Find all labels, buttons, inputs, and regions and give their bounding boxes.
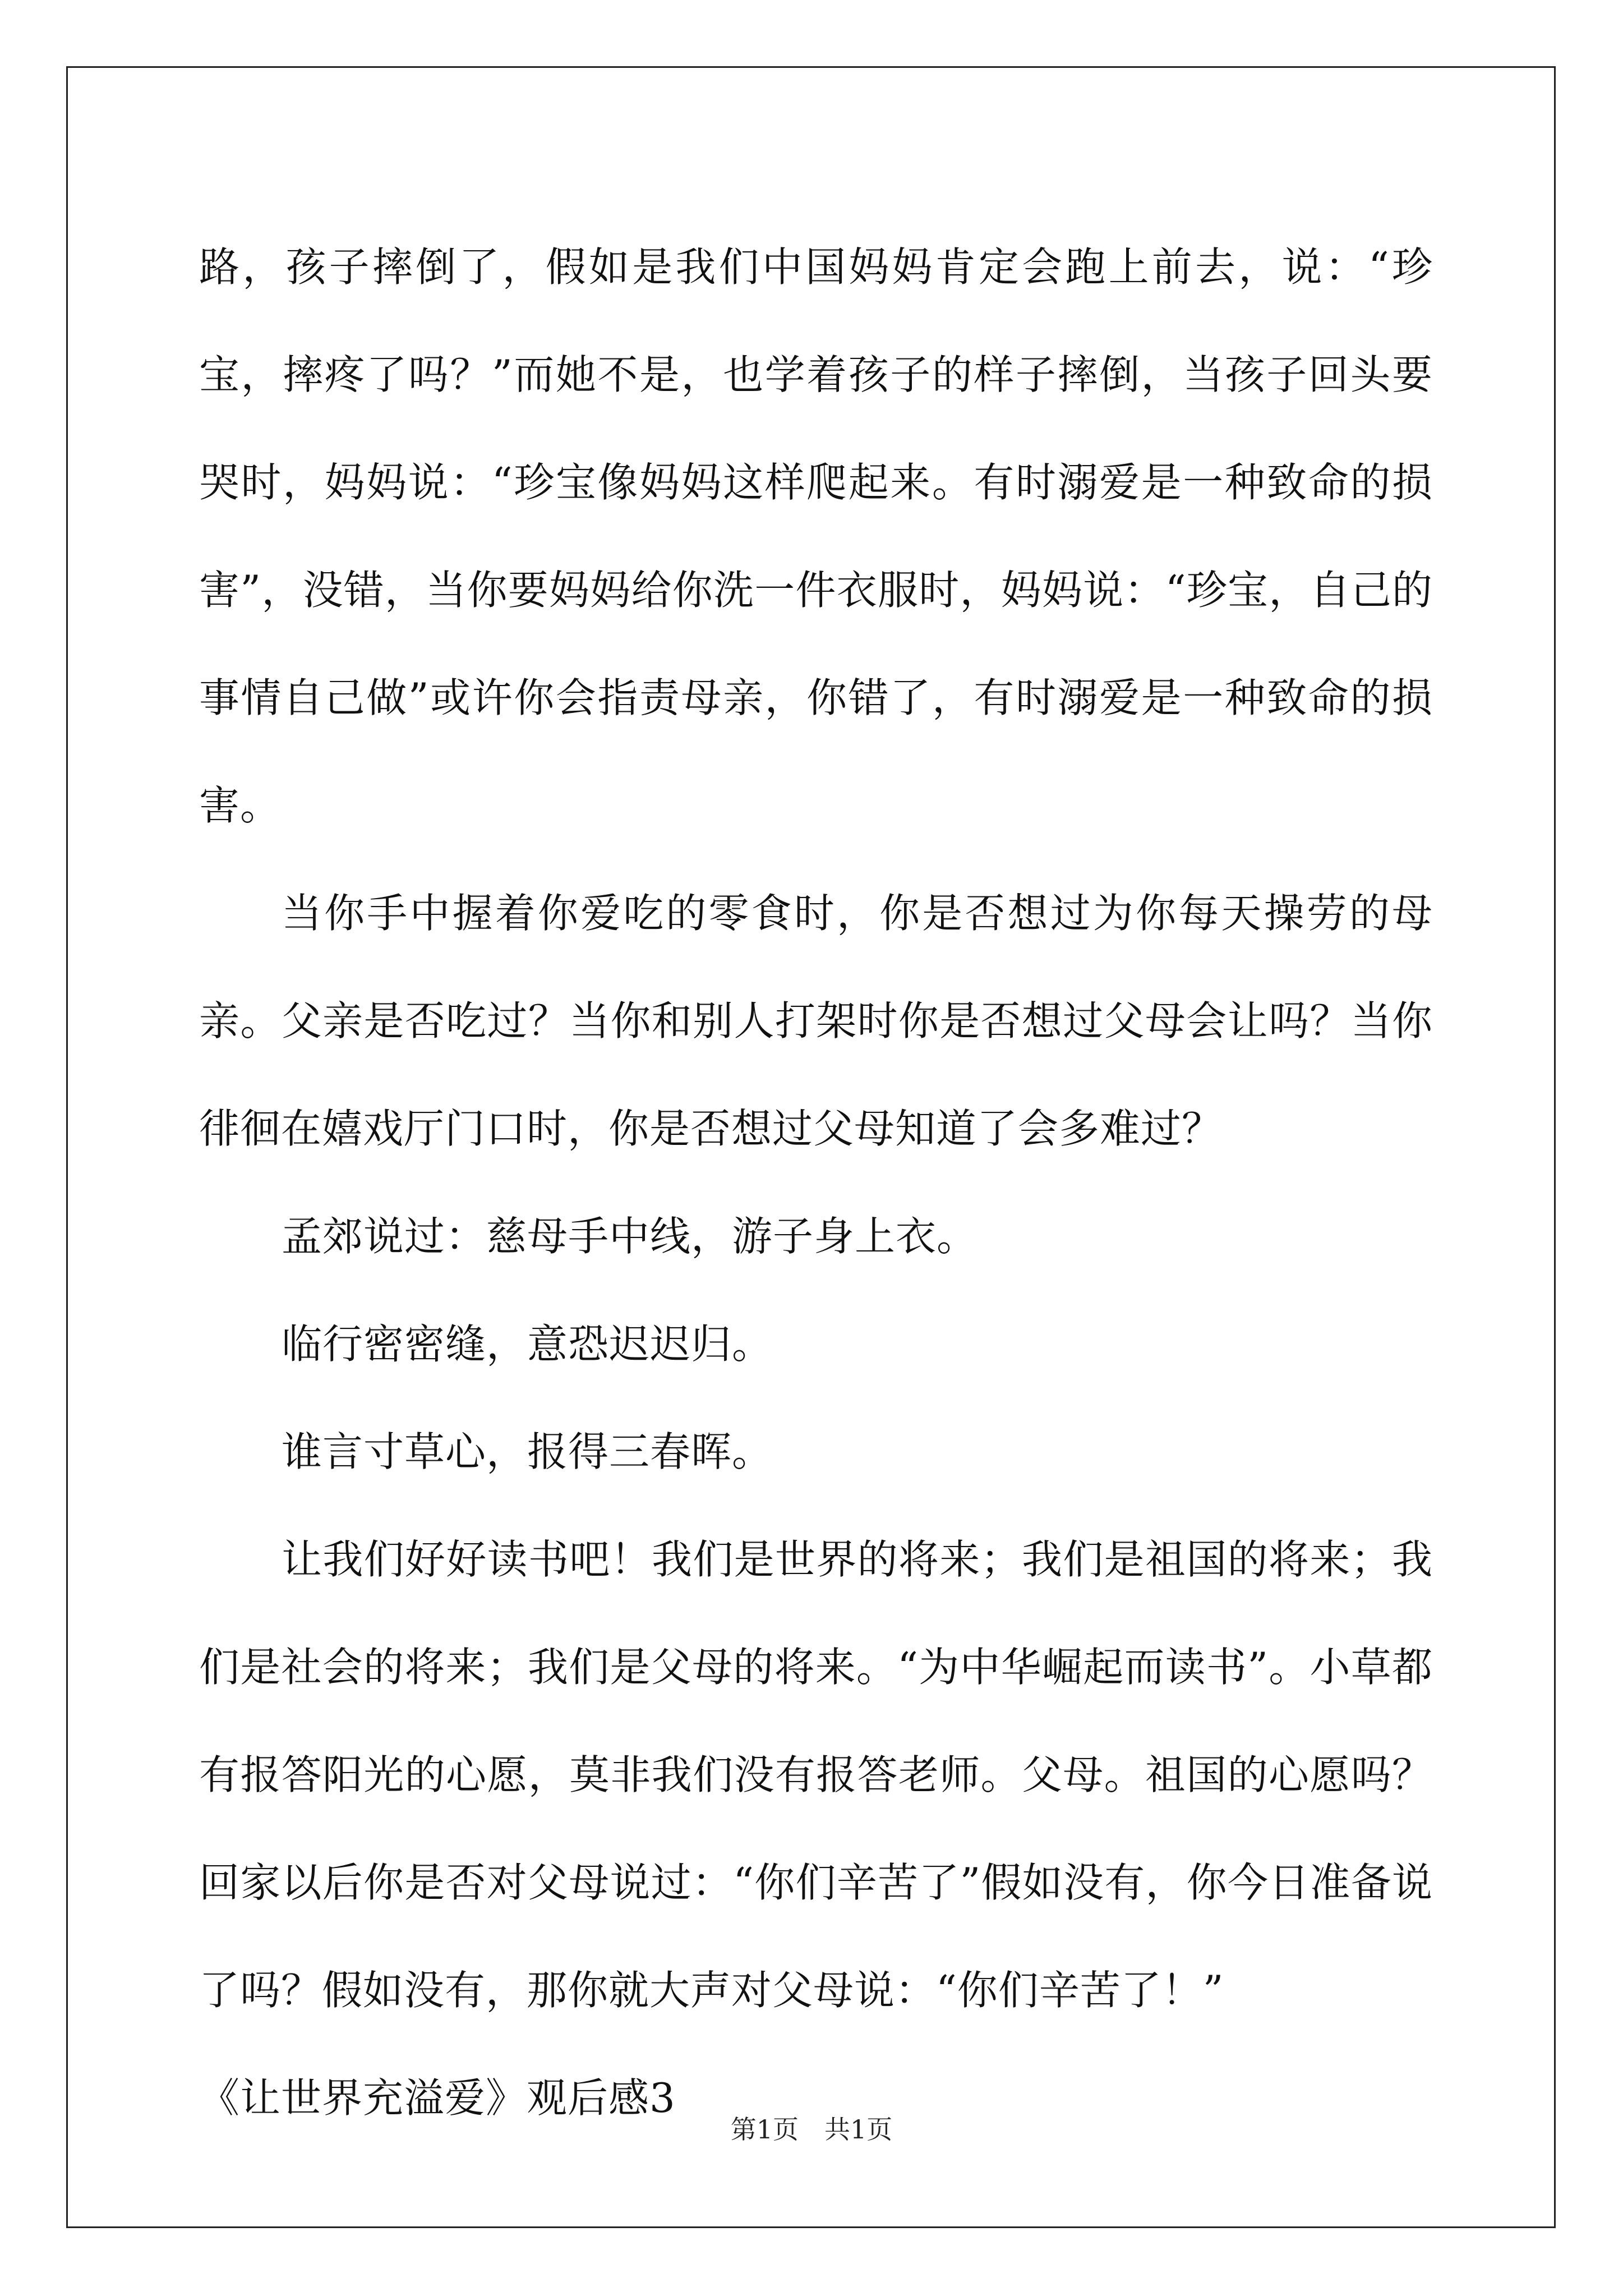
paragraph-continuation: 路，孩子摔倒了，假如是我们中国妈妈肯定会跑上前去，说：“珍宝，摔疼了吗？”而她不是，也学着孩子的样子摔倒，当孩子回头要哭时，妈妈说：“珍宝像妈妈这样爬起来。有时溺爱是一种致命的损害”，没错，当你要妈妈给你洗一件衣服时，妈妈说：“珍宝，自己的事情自己做”或许你会指责母亲，你错了，有时溺爱是一种致命的损害。 xyxy=(199,243,1433,829)
paragraph-study: 让我们好好读书吧！我们是世界的将来；我们是祖国的将来；我们是社会的将来；我们是父母的将来。“为中华崛起而读书”。小草都有报答阳光的心愿，莫非我们没有报答老师。父母。祖国的心愿吗？回家以后你是否对父母说过：“你们辛苦了”假如没有，你今日准备说了吗？假如没有，那你就大声对父母说：“你们辛苦了！” xyxy=(199,1536,1433,2014)
section-title: 《让世界充溢爱》观后感3 xyxy=(199,2074,676,2122)
page-number-footer: 第1页 共1页 xyxy=(730,2114,893,2145)
poem-line-1: 孟郊说过：慈母手中线，游子身上衣。 xyxy=(282,1213,978,1260)
document-body xyxy=(199,213,1433,2152)
paragraph-snacks: 当你手中握着你爱吃的零食时，你是否想过为你每天操劳的母亲。父亲是否吃过？当你和别人打架时你是否想过父母会让吗？当你徘徊在嬉戏厅门口时，你是否想过父母知道了会多难过？ xyxy=(199,890,1433,1152)
poem-line-2: 临行密密缝，意恐迟迟归。 xyxy=(282,1320,773,1368)
poem-line-3: 谁言寸草心，报得三春晖。 xyxy=(282,1428,773,1475)
